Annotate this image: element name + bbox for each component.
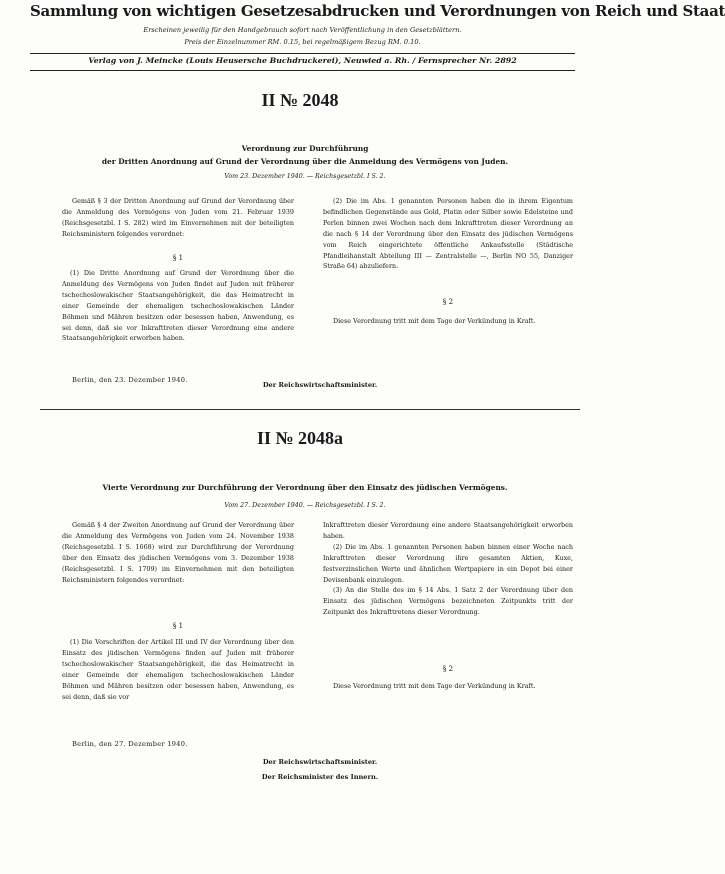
paragraph-heading: § 1 [172,622,184,630]
paragraph-text: Diese Verordnung tritt mit dem Tage der Verkündung in Kraft. [333,682,536,690]
section-divider [40,409,580,410]
gazette-subtitle: Erscheinen jeweilig für den Handgebrauch sofort nach Veröffentlichung in den Gesetzblättern. [143,26,462,34]
ordinance-date: Vom 23. Dezember 1940. — Reichsgesetzbl. I S. 2. [224,173,386,180]
issue-number: II № 2048a [256,428,344,448]
masthead-rule-top [30,53,575,54]
signing-place-date: Berlin, den 27. Dezember 1940. [72,740,188,748]
left-column [62,196,294,240]
gazette-price-line: Preis der Einzelnummer RM. 0.15, bei regelmäßigem Bezug RM. 0.10. [184,38,421,46]
paragraph-text: (1) Die Dritte Anordnung auf Grund der Verordnung über die Anmeldung des Vermögens von Juden findet auf Juden mit früherer tschechoslowakischer Staatsangehörigkeit, die das Heimatrecht in einer Gemeinde der ehemaligen tschechoslowakischen Länder Böhmen und Mähren besitzen oder besessen haben, Anwendung, es sei denn, daß sie vor Inkrafttreten dieser Verordnung eine andere Staatsangehörigkeit erworben haben. [62,269,294,343]
signatory: Der Reichsminister des Innern. [261,773,379,781]
right-column [323,520,573,618]
paragraph-heading: § 2 [442,298,454,306]
subparagraph: (3) An die Stelle des im § 14 Abs. 1 Satz 2 der Verordnung über den Einsatz des jüdischen Vermögens bezeichneten Zeitpunkts tritt der Zeitpunkt des Inkrafttretens dieser Verordnung. [323,586,573,617]
right-column-body [323,316,573,327]
masthead-rule-bottom [30,70,575,71]
left-column [62,520,294,585]
subparagraph: Inkrafttreten dieser Verordnung eine andere Staatsangehörigkeit erworben haben. [323,521,573,540]
issue-number: II № 2048 [261,90,339,110]
gazette-masthead: Sammlung von wichtigen Gesetzesabdrucken und Verordnungen von Reich und Staat [30,2,725,20]
paragraph-heading: § 1 [172,254,184,262]
signatory: Der Reichswirtschaftsminister. [262,381,378,389]
subparagraph: (2) Die im Abs. 1 genannten Personen haben die in ihrem Eigentum befindlichen Gegenstände aus Gold, Platin oder Silber sowie Edelsteine und Perlen binnen zwei Wochen nach dem Inkrafttreten dieser Verordnung an die nach § 14 der Verordnung über den Einsatz des jüdischen Vermögens vom Reich eingerichtete öffentliche Ankaufsstelle (Städtische Pfandleihanstalt Abteilung III — Zentralstelle —, Berlin NO 55, Danziger Straße 64) abzuliefern. [323,197,573,271]
ordinance-title: Verordnung zur Durchführung [241,144,369,153]
preamble: Gemäß § 3 der Dritten Anordnung auf Grund der Verordnung über die Anmeldung des Vermögens von Juden vom 21. Februar 1939 (Reichsgesetzbl. I S. 282) wird im Einvernehmen mit der beteiligten Reichsministern folgendes verordnet: [62,197,294,238]
signing-place-date: Berlin, den 23. Dezember 1940. [72,376,188,384]
right-column-body [323,681,573,692]
left-column-body [62,637,294,702]
paragraph-text: Diese Verordnung tritt mit dem Tage der Verkündung in Kraft. [333,317,536,325]
left-column-body [62,268,294,344]
gazette-publisher: Verlag von J. Meincke (Louis Heusersche Buchdruckerei), Neuwied a. Rh. / Fernsprecher Nr. 2892 [88,56,517,65]
paragraph-text: (1) Die Vorschriften der Artikel III und IV der Verordnung über den Einsatz des jüdischen Vermögens finden auf Juden mit früherer tschechoslowakischer Staatsangehörigkeit, die das Heimatrecht in einer Gemeinde der ehemaligen tschechoslowakischen Länder Böhmen und Mähren besitzen oder besessen haben, Anwendung, es sei denn, daß sie vor [62,638,294,701]
ordinance-date: Vom 27. Dezember 1940. — Reichsgesetzbl. I S. 2. [224,502,386,509]
paragraph-heading: § 2 [442,665,454,673]
preamble: Gemäß § 4 der Zweiten Anordnung auf Grund der Verordnung über die Anmeldung des Vermögens von Juden vom 24. November 1938 (Reichsgesetzbl. I S. 1668) wird zur Durchführung der Verordnung über den Einsatz des jüdischen Vermögens vom 3. Dezember 1938 (Reichsgesetzbl. I S. 1709) im Einvernehmen mit den beteiligten Reichsministern folgendes verordnet: [62,521,294,584]
signatory: Der Reichswirtschaftsminister. [262,758,378,766]
subparagraph: (2) Die im Abs. 1 genannten Personen haben binnen einer Woche nach Inkrafttreten dieser Verordnung ihre gesamten Aktien, Kuxe, festverzinslichen Werte und ähnlichen Wertpapiere in ein Depot bei einer Devisenbank einzulegen. [323,542,573,584]
right-column [323,196,573,272]
ordinance-title: Vierte Verordnung zur Durchführung der Verordnung über den Einsatz des jüdischen Vermögens. [102,483,508,492]
ordinance-title-line2: der Dritten Anordnung auf Grund der Verordnung über die Anmeldung des Vermögens von Juden. [101,157,509,166]
